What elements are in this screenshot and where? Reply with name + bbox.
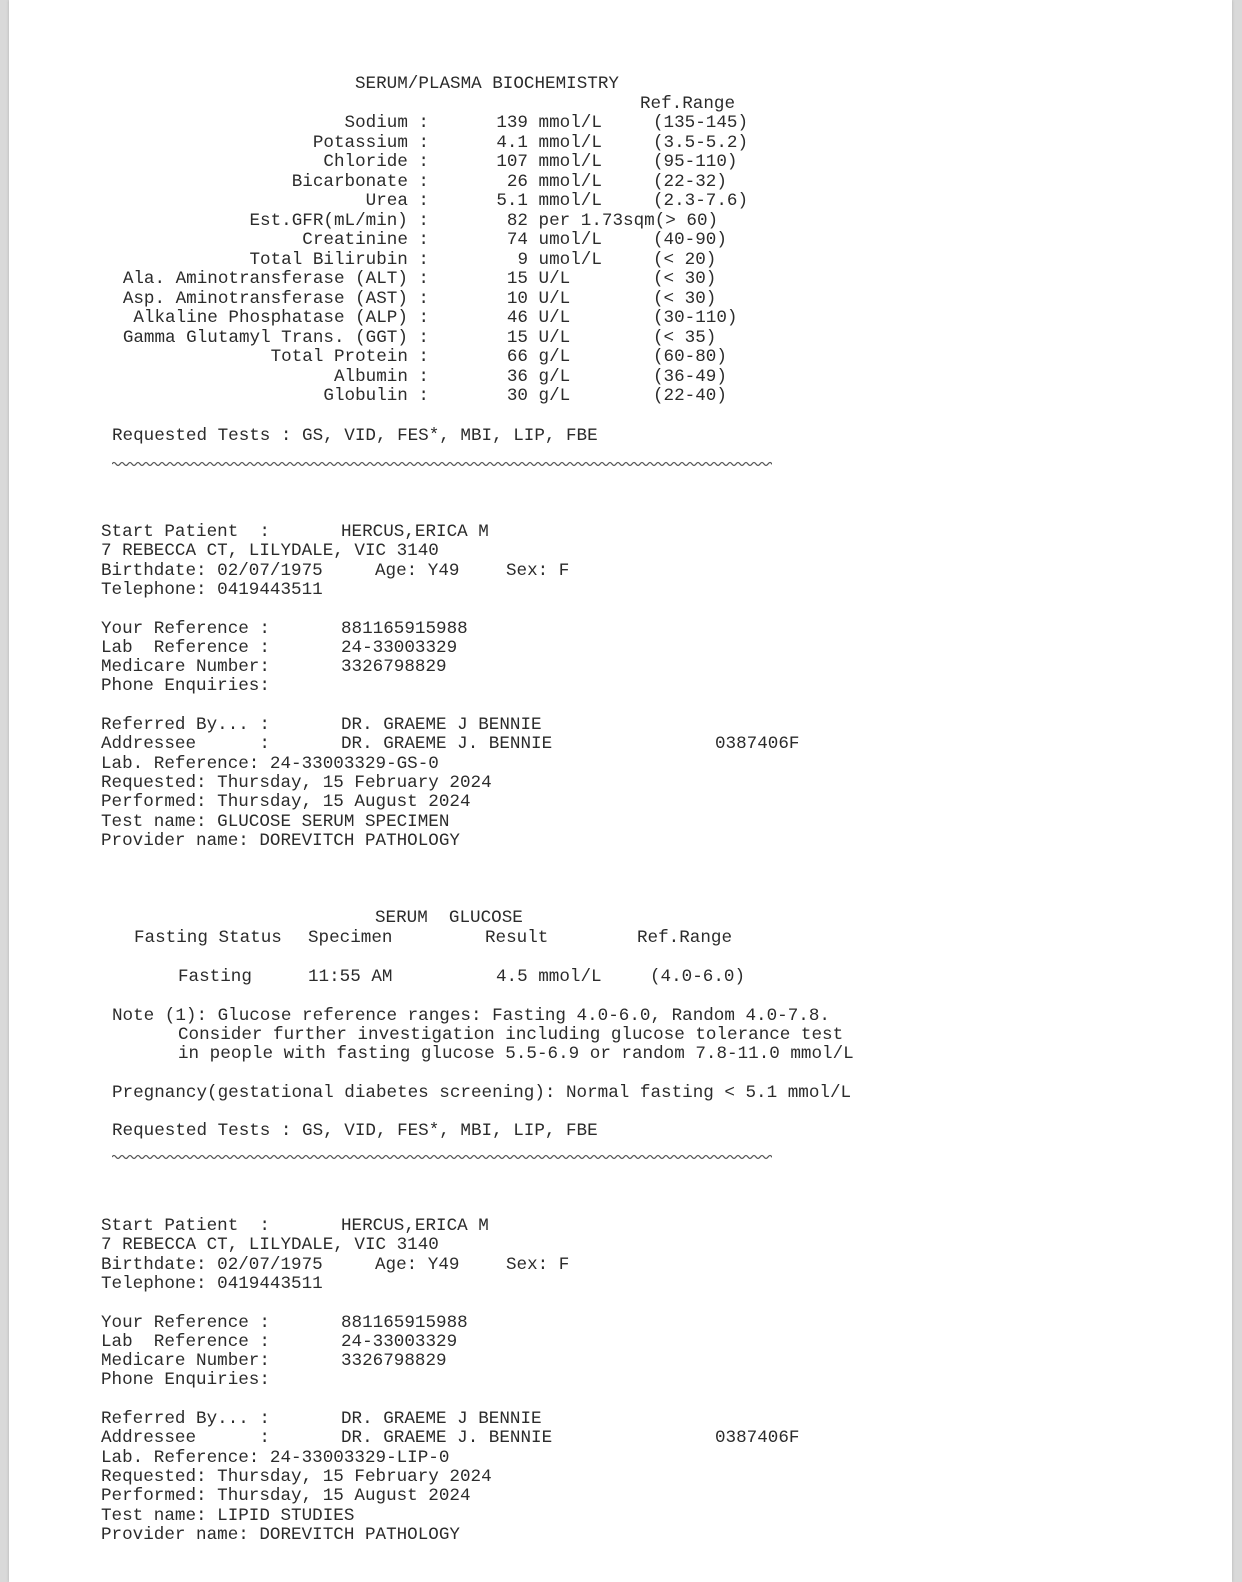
test-label: Total Protein : <box>270 347 429 367</box>
test-label: Chloride : <box>323 152 429 172</box>
start-patient-label: Start Patient : <box>101 522 270 542</box>
test-value: 107 mmol/L <box>496 152 602 172</box>
test-value: 9 umol/L <box>517 249 602 270</box>
addressee-value: DR. GRAEME J. BENNIE <box>341 734 553 755</box>
lab-reference-full: Lab. Reference: 24-33003329-GS-0 <box>101 753 439 774</box>
your-reference-value: 881165915988 <box>341 1312 468 1333</box>
glucose-note-line: Note (1): Glucose reference ranges: Fasting 4.0-6.0, Random 4.0-7.8. <box>112 1006 830 1026</box>
lab-reference-label: Lab Reference : <box>101 1331 270 1352</box>
ref-range-header: Ref.Range <box>640 94 736 114</box>
test-ref-range: (135-145) <box>653 113 749 133</box>
test-ref-range: (3.5-5.2) <box>653 132 749 153</box>
test-name: Test name: LIPID STUDIES <box>101 1505 355 1526</box>
provider-name: Provider name: DOREVITCH PATHOLOGY <box>101 1524 460 1545</box>
separator-wavy-line <box>112 1153 772 1161</box>
performed-date: Performed: Thursday, 15 August 2024 <box>101 792 471 813</box>
test-ref-range: (> 60) <box>654 210 719 231</box>
medicare-number-label: Medicare Number: <box>101 1351 270 1372</box>
lab-reference-value: 24-33003329 <box>341 1331 458 1352</box>
patient-address: 7 REBECCA CT, LILYDALE, VIC 3140 <box>101 541 439 562</box>
performed-date: Performed: Thursday, 15 August 2024 <box>101 1486 471 1507</box>
test-ref-range: (22-32) <box>653 171 727 192</box>
glucose-title: SERUM GLUCOSE <box>375 908 523 928</box>
test-value: 46 U/L <box>506 308 571 328</box>
requested-tests: Requested Tests : GS, VID, FES*, MBI, LIP, FBE <box>112 426 598 446</box>
test-label: Asp. Aminotransferase (AST) : <box>122 288 429 309</box>
test-label: Bicarbonate : <box>291 171 429 192</box>
test-ref-range: (2.3-7.6) <box>653 191 749 211</box>
test-value: 10 U/L <box>506 288 571 309</box>
referred-by-value: DR. GRAEME J BENNIE <box>341 715 542 735</box>
glucose-note-line: Consider further investigation including glucose tolerance test <box>178 1025 844 1045</box>
provider-code: 0387406F <box>715 734 800 755</box>
report-page <box>9 0 1232 1582</box>
test-label: Creatinine : <box>302 230 429 250</box>
glucose-specimen-time: 11:55 AM <box>308 967 393 987</box>
patient-age: Age: Y49 <box>375 1254 460 1275</box>
test-ref-range: (22-40) <box>653 386 727 406</box>
lab-reference-label: Lab Reference : <box>101 637 270 658</box>
test-ref-range: (60-80) <box>653 347 727 367</box>
test-label: Total Bilirubin : <box>249 249 429 270</box>
your-reference-label: Your Reference : <box>101 618 270 639</box>
patient-birthdate: Birthdate: 02/07/1975 <box>101 560 323 581</box>
patient-sex: Sex: F <box>506 560 570 581</box>
test-name: Test name: GLUCOSE SERUM SPECIMEN <box>101 811 450 832</box>
header-specimen: Specimen <box>308 928 393 948</box>
test-value: 139 mmol/L <box>496 113 602 133</box>
your-reference-value: 881165915988 <box>341 618 468 639</box>
your-reference-label: Your Reference : <box>101 1312 270 1333</box>
patient-name: HERCUS,ERICA M <box>341 522 489 542</box>
test-ref-range: (95-110) <box>653 152 738 172</box>
referred-by-label: Referred By... : <box>101 1409 270 1429</box>
test-label: Sodium : <box>344 113 429 133</box>
test-ref-range: (36-49) <box>653 366 727 387</box>
header-ref-range: Ref.Range <box>637 928 733 948</box>
header-result: Result <box>485 928 549 948</box>
biochemistry-title: SERUM/PLASMA BIOCHEMISTRY <box>355 74 619 94</box>
lab-reference-value: 24-33003329 <box>341 637 458 658</box>
test-value: 36 g/L <box>506 366 571 387</box>
test-value: 4.1 mmol/L <box>496 132 602 153</box>
lab-reference-full: Lab. Reference: 24-33003329-LIP-0 <box>101 1447 450 1468</box>
test-label: Albumin : <box>333 366 429 387</box>
separator-wavy-line <box>112 460 772 468</box>
medicare-number-value: 3326798829 <box>341 657 447 678</box>
test-label: Potassium : <box>312 132 429 153</box>
referred-by-label: Referred By... : <box>101 715 270 735</box>
test-value: 26 mmol/L <box>506 171 602 192</box>
pregnancy-note: Pregnancy(gestational diabetes screening): Normal fasting < 5.1 mmol/L <box>112 1083 852 1103</box>
test-ref-range: (< 20) <box>653 249 717 270</box>
addressee-label: Addressee : <box>101 734 270 755</box>
test-value: 66 g/L <box>506 347 571 367</box>
patient-telephone: Telephone: 0419443511 <box>101 1273 323 1294</box>
patient-sex: Sex: F <box>506 1254 570 1275</box>
test-value: 15 U/L <box>506 269 571 289</box>
test-ref-range: (< 30) <box>653 288 717 309</box>
test-value: 5.1 mmol/L <box>496 191 602 211</box>
test-label: Gamma Glutamyl Trans. (GGT) : <box>122 327 429 348</box>
provider-name: Provider name: DOREVITCH PATHOLOGY <box>101 830 460 851</box>
test-value: 82 per 1.73sqm <box>506 210 655 231</box>
phone-enquiries-label: Phone Enquiries: <box>101 676 270 697</box>
test-ref-range: (< 35) <box>653 327 717 348</box>
header-fasting-status: Fasting Status <box>134 928 282 948</box>
provider-code: 0387406F <box>715 1428 800 1449</box>
test-ref-range: (30-110) <box>653 308 738 328</box>
start-patient-label: Start Patient : <box>101 1216 270 1236</box>
requested-date: Requested: Thursday, 15 February 2024 <box>101 772 492 793</box>
test-value: 30 g/L <box>506 386 571 406</box>
requested-date: Requested: Thursday, 15 February 2024 <box>101 1466 492 1487</box>
phone-enquiries-label: Phone Enquiries: <box>101 1370 270 1391</box>
test-value: 74 umol/L <box>506 230 602 250</box>
test-ref-range: (40-90) <box>653 230 727 250</box>
medicare-number-label: Medicare Number: <box>101 657 270 678</box>
glucose-ref-range: (4.0-6.0) <box>650 967 746 987</box>
test-label: Ala. Aminotransferase (ALT) : <box>122 269 429 289</box>
referred-by-value: DR. GRAEME J BENNIE <box>341 1409 542 1429</box>
patient-address: 7 REBECCA CT, LILYDALE, VIC 3140 <box>101 1235 439 1256</box>
addressee-label: Addressee : <box>101 1428 270 1449</box>
medicare-number-value: 3326798829 <box>341 1351 447 1372</box>
patient-age: Age: Y49 <box>375 560 460 581</box>
patient-telephone: Telephone: 0419443511 <box>101 579 323 600</box>
requested-tests: Requested Tests : GS, VID, FES*, MBI, LIP, FBE <box>112 1121 598 1141</box>
test-label: Globulin : <box>323 386 429 406</box>
glucose-fasting-status: Fasting <box>178 967 252 987</box>
test-label: Est.GFR(mL/min) : <box>249 210 429 231</box>
patient-birthdate: Birthdate: 02/07/1975 <box>101 1254 323 1275</box>
patient-name: HERCUS,ERICA M <box>341 1216 489 1236</box>
test-label: Alkaline Phosphatase (ALP) : <box>133 308 429 328</box>
glucose-result: 4.5 mmol/L <box>496 967 602 987</box>
test-value: 15 U/L <box>506 327 571 348</box>
test-label: Urea : <box>365 191 429 211</box>
glucose-note-line: in people with fasting glucose 5.5-6.9 or random 7.8-11.0 mmol/L <box>178 1044 854 1064</box>
addressee-value: DR. GRAEME J. BENNIE <box>341 1428 553 1449</box>
test-ref-range: (< 30) <box>653 269 717 289</box>
